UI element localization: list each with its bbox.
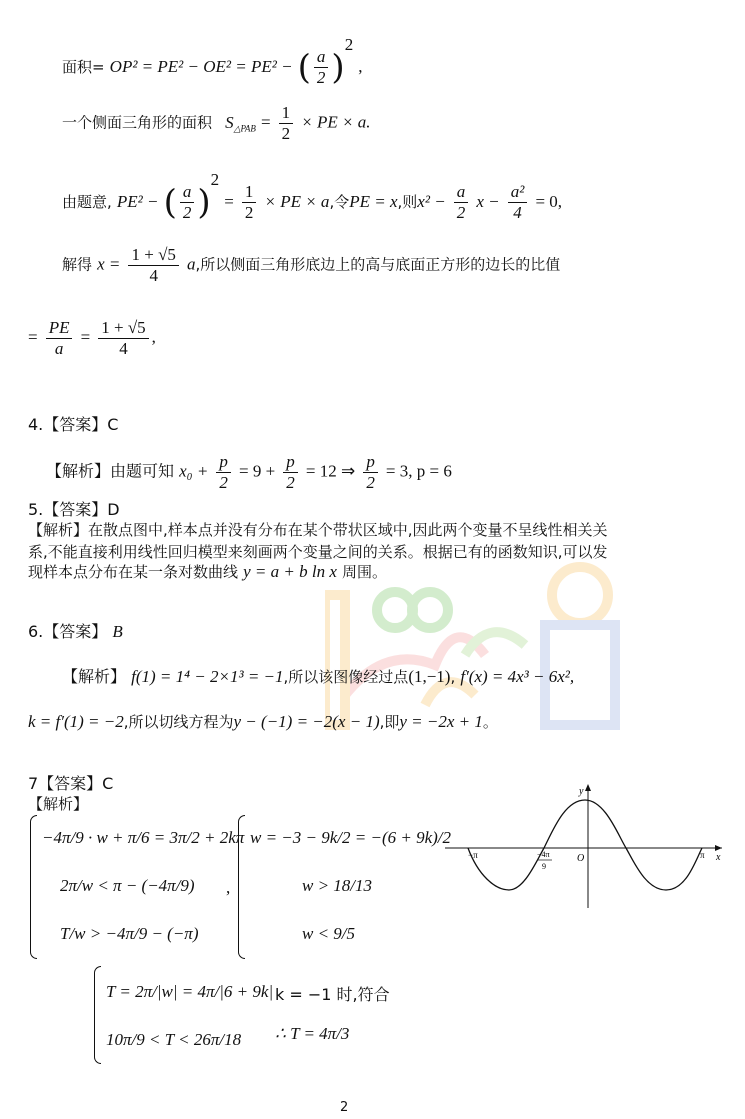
q4-text: 由题可知: [110, 461, 175, 481]
tick-neg-pi: −π: [468, 850, 478, 860]
sys2-row1: w = −3 − 9k/2 = −(6 + 9k)/2: [250, 828, 452, 847]
q5-line3: [28, 561, 387, 582]
frac-num: p: [363, 452, 378, 473]
analysis-label: 【解析】: [46, 461, 111, 481]
paren-close: ): [331, 47, 345, 88]
side-area-line: [62, 103, 370, 143]
frac-den: 2: [182, 203, 192, 222]
frac-den: 2: [244, 203, 254, 222]
area-line: [62, 35, 363, 88]
q6-header: [28, 619, 123, 642]
frac-num: PE: [46, 318, 73, 339]
tick-pi: π: [700, 850, 705, 860]
paren-close: ): [197, 182, 211, 223]
frac-den: 4: [119, 338, 128, 358]
origin-label: O: [577, 853, 585, 864]
eq-sign: =: [260, 112, 271, 132]
q6-line1: [62, 664, 574, 687]
frac-num: 1: [279, 103, 294, 124]
solve-line: [62, 245, 560, 285]
frac-den: 2: [456, 203, 466, 222]
pe-expr: PE² −: [116, 192, 159, 211]
sys1-row2: 2π/w < π − (−4π/9): [60, 876, 195, 895]
let-word: ,令: [329, 193, 350, 211]
sys2-row3: w < 9/5: [302, 924, 356, 943]
frac-num: 1 + √5: [98, 318, 148, 339]
condition-rest: × PE × a: [264, 192, 330, 211]
q5-line1: 【解析】在散点图中,样本点并没有分布在某个带状区域中,因此两个变量不呈线性相关关: [28, 521, 608, 539]
eq-sign: =: [80, 327, 91, 347]
side-area-rest: × PE × a.: [301, 112, 371, 132]
sine-curve: [468, 800, 702, 890]
s-symbol: S: [225, 112, 234, 132]
frac-den: a: [54, 338, 64, 358]
solve-label: 解得: [62, 255, 93, 274]
frac-num: 1 + √5: [128, 245, 178, 266]
system3-brace: [94, 966, 101, 1064]
analysis-label: 【解析】: [62, 667, 127, 686]
x0-expr: x₀ +: [179, 461, 209, 481]
frac-num: a²: [508, 182, 528, 203]
frac-num: a: [180, 182, 195, 203]
sys1-row1: −4π/9 · w + π/6 = 3π/2 + 2kπ: [42, 828, 245, 847]
q5-line3-text: 现样本点分布在某一条对数曲线: [28, 563, 239, 581]
q5-header: 5.【答案】D: [28, 500, 120, 519]
solve-text: ,所以侧面三角形底边上的高与底面正方形的边长的比值: [195, 255, 561, 274]
tangent-eq: y − (−1) = −2(x − 1): [233, 712, 380, 731]
then-word: ,则: [397, 193, 418, 211]
area-end: ,: [358, 57, 363, 76]
x-label: x: [716, 852, 721, 863]
f1-value: f(1) = 1⁴ − 2×1³ = −1: [131, 667, 284, 686]
q7-header: 7【答案】C: [28, 774, 114, 793]
frac-num: 1: [242, 182, 257, 203]
point: (1,−1): [408, 667, 451, 686]
page-number: 2: [340, 1100, 349, 1115]
y-axis-arrow: [585, 784, 591, 791]
a-var: a: [187, 254, 196, 274]
tick-mid-num: −4π: [537, 850, 550, 859]
frac-den: 2: [366, 472, 375, 492]
frac-den: 2: [316, 68, 326, 87]
q6-ie: ,即: [379, 713, 400, 731]
q5-line2: 系,不能直接利用线性回归模型来刻画两个变量之间的关系。根据已有的函数知识,可以发: [28, 543, 608, 561]
let-expr: PE = x: [349, 192, 398, 211]
q5-line3-end: 周围。: [341, 563, 387, 581]
system-comma: ,: [226, 878, 231, 897]
system2-brace: [238, 815, 245, 959]
frac-num: a: [454, 182, 469, 203]
frac-num: p: [283, 452, 298, 473]
s-subscript: △PAB: [233, 123, 256, 134]
frac-den: 2: [281, 123, 291, 143]
condition-label: 由题意,: [62, 193, 112, 211]
frac-den: 2: [219, 472, 228, 492]
q6-end: 。: [482, 713, 498, 731]
q6-answer: B: [112, 622, 123, 641]
frac-num: a: [314, 47, 329, 68]
square-exp: 2: [344, 35, 354, 54]
eq-sign: =: [28, 327, 38, 347]
eq-sign: =: [224, 192, 234, 211]
sys2-row2: w > 18/13: [302, 876, 373, 895]
log-curve-formula: y = a + b ln x: [243, 562, 337, 581]
square-exp: 2: [210, 170, 220, 189]
quad-a: x² −: [417, 192, 446, 211]
q4-header: 4.【答案】C: [28, 415, 119, 434]
q6-mid2: ,所以切线方程为: [123, 713, 234, 731]
ratio-line: [28, 318, 156, 358]
derivative: f′(x) = 4x³ − 6x²,: [460, 667, 575, 686]
frac-den: 4: [513, 203, 522, 222]
quad-c: = 0,: [535, 192, 563, 211]
q6-line2: [28, 711, 498, 732]
y-label: y: [579, 786, 584, 797]
sys3-row1: T = 2π/|w| = 4π/|6 + 9k|: [106, 982, 274, 1001]
system1-brace: [30, 815, 37, 959]
q4-analysis: [46, 452, 452, 492]
ratio-end: ,: [151, 327, 156, 347]
slope: k = f′(1) = −2: [28, 712, 124, 731]
side-area-label: 一个侧面三角形的面积: [62, 113, 213, 132]
q4-mid2: = 12 ⇒: [305, 461, 356, 481]
frac-num: p: [216, 452, 231, 473]
q6-header-text: 6.【答案】: [28, 622, 108, 641]
tangent-eq-simple: y = −2x + 1: [399, 712, 483, 731]
q6-mid: ,所以该图像经过点: [283, 668, 409, 686]
note-k: k = −1 时,符合: [275, 985, 390, 1004]
x-eq: x =: [97, 254, 121, 274]
q4-tail: = 3, p = 6: [385, 461, 452, 481]
paren-open: (: [163, 182, 177, 223]
area-expr: OP² = PE² − OE² = PE² −: [109, 57, 293, 76]
frac-den: 2: [286, 472, 295, 492]
condition-line: [62, 170, 562, 223]
q4-mid: = 9 +: [239, 461, 276, 481]
quad-b: x −: [476, 192, 500, 211]
sys1-row3: T/w > −4π/9 − (−π): [60, 924, 199, 943]
sep: ,: [450, 668, 456, 686]
frac-den: 4: [149, 265, 158, 285]
sine-graph: [440, 780, 730, 910]
x-axis-arrow: [715, 845, 722, 851]
q7-analysis-label: 【解析】: [28, 795, 89, 813]
sys3-row2: 10π/9 < T < 26π/18: [106, 1030, 242, 1049]
paren-open: (: [297, 47, 311, 88]
tick-mid-den: 9: [542, 862, 546, 871]
note-t: ∴ T = 4π/3: [275, 1024, 350, 1043]
area-label: 面积=: [62, 58, 105, 76]
